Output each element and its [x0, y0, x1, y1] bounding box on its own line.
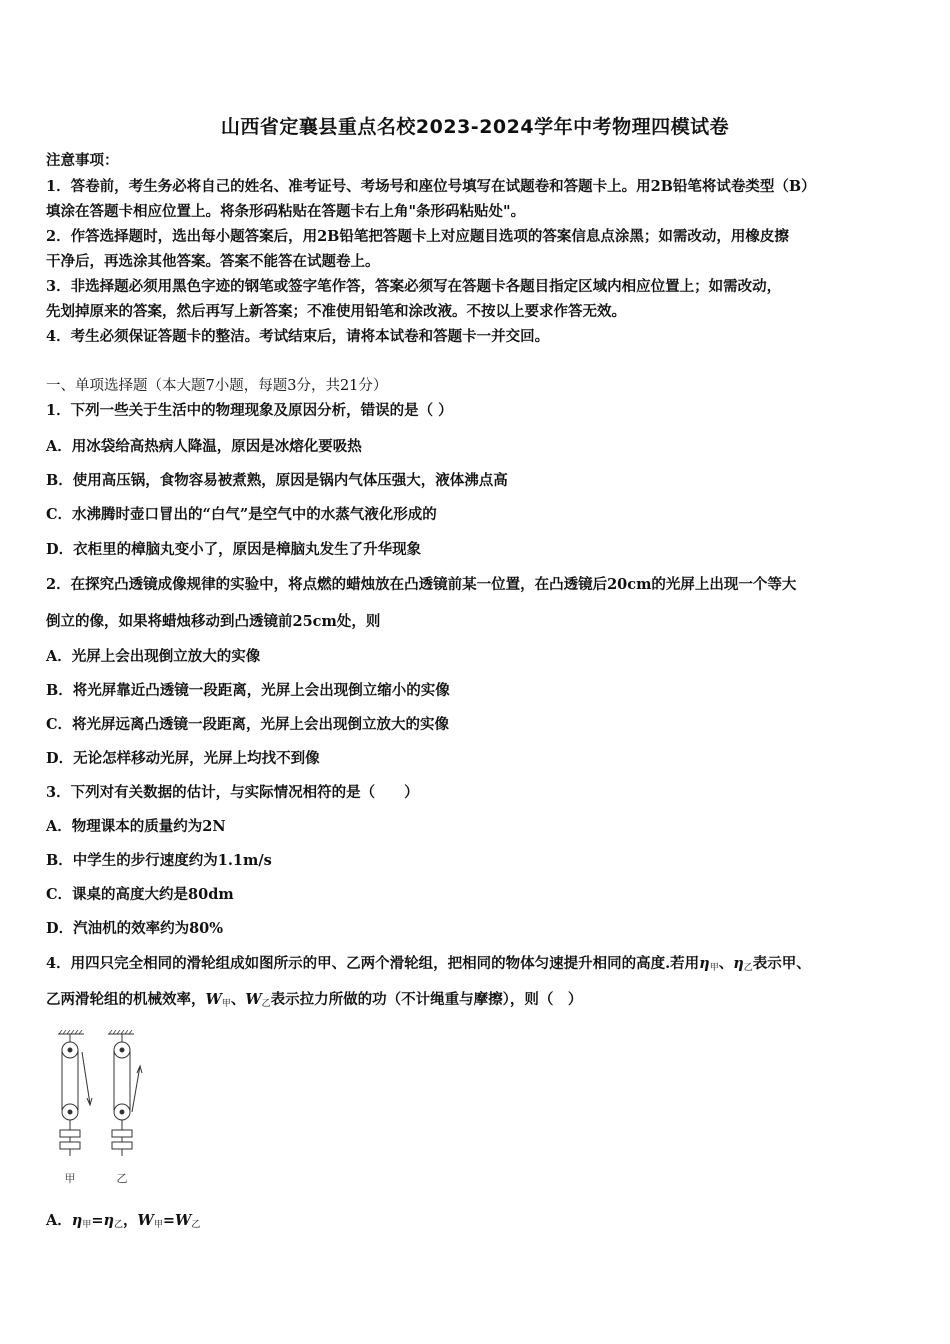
- w-symbol: W: [175, 1212, 192, 1229]
- weight-block: [60, 1130, 80, 1137]
- subscript-yi: 乙: [114, 1220, 124, 1230]
- question-4-stem: [46, 954, 811, 978]
- question-1-option-c: C．水沸腾时壶口冒出的“白气”是空气中的水蒸气液化形成的: [46, 506, 437, 523]
- notice-line: 3．非选择题必须用黑色字迹的钢笔或签字笔作答，答案必须写在答题卡各题目指定区域内相应位置上；如需改动，: [46, 278, 782, 295]
- question-2-option-d: D．无论怎样移动光屏，光屏上均找不到像: [46, 750, 320, 767]
- ceiling-hatch: [59, 1030, 82, 1034]
- subscript-yi: 乙: [743, 963, 753, 973]
- section-heading: 一、单项选择题（本大题7小题，每题3分，共21分）: [46, 378, 388, 394]
- stem-text: 4．用四只完全相同的滑轮组成如图所示的甲、乙两个滑轮组，把相同的物体匀速提升相同的高度.若用: [46, 955, 700, 972]
- comma: ，: [123, 1212, 138, 1229]
- eta-symbol: η: [103, 1212, 115, 1229]
- question-2-option-b: B．将光屏靠近凸透镜一段距离，光屏上会出现倒立缩小的实像: [46, 682, 450, 699]
- weight-block: [60, 1142, 80, 1149]
- equals: =: [162, 1212, 176, 1229]
- ceiling-hatch: [109, 1030, 132, 1034]
- notice-line: 干净后，再选涂其他答案。答案不能答在试题卷上。: [46, 253, 380, 270]
- separator: 、: [718, 955, 734, 972]
- question-2-stem: 2．在探究凸透镜成像规律的实验中，将点燃的蜡烛放在凸透镜前某一位置，在凸透镜后20cm的光屏上出现一个等大: [46, 576, 797, 593]
- question-1-option-b: B．使用高压锅，食物容易被煮熟，原因是锅内气体压强大，液体沸点高: [46, 472, 508, 489]
- question-3-option-d: D．汽油机的效率约为80%: [46, 920, 224, 937]
- notice-line: 填涂在答题卡相应位置上。将条形码粘贴在答题卡右上角"条形码粘贴处"。: [46, 203, 526, 220]
- question-3-option-b: B．中学生的步行速度约为1.1m/s: [46, 852, 272, 869]
- eta-symbol: η: [699, 955, 710, 972]
- question-1-option-d: D．衣柜里的樟脑丸变小了，原因是樟脑丸发生了升华现象: [46, 541, 422, 558]
- weight-block: [112, 1130, 132, 1137]
- stem-text: 乙两滑轮组的机械效率，: [46, 991, 206, 1008]
- stem-text: 表示甲、: [752, 955, 811, 972]
- notice-line: 1．答卷前，考生务必将自己的姓名、准考证号、考场号和座位号填写在试题卷和答题卡上。用2B铅笔将试卷类型（B）: [46, 178, 816, 195]
- figure-label-yi: 乙: [116, 1172, 128, 1185]
- subscript-jia: 甲: [221, 999, 231, 1009]
- option-label: A．: [46, 1212, 72, 1229]
- question-1-option-a: A．用冰袋给高热病人降温，原因是冰熔化要吸热: [46, 438, 362, 455]
- question-2-option-a: A．光屏上会出现倒立放大的实像: [46, 648, 261, 665]
- question-3-option-c: C．课桌的高度大约是80dm: [46, 886, 234, 903]
- notice-line: 2．作答选择题时，选出每小题答案后，用2B铅笔把答题卡上对应题目选项的答案信息点涂黑；如需改动，用橡皮擦: [46, 228, 789, 245]
- subscript-yi: 乙: [261, 999, 271, 1009]
- w-symbol: W: [205, 991, 222, 1008]
- notice-line: 先划掉原来的答案，然后再写上新答案；不准使用铅笔和涂改液。不按以上要求作答无效。: [46, 303, 626, 320]
- notice-line: 4．考生必须保证答题卡的整洁。考试结束后，请将本试卷和答题卡一并交回。: [46, 328, 550, 345]
- question-3-option-a: A．物理课本的质量约为2N: [46, 818, 226, 835]
- eta-symbol: η: [733, 955, 744, 972]
- weight-block: [112, 1142, 132, 1149]
- question-4-stem-cont: [46, 990, 582, 1014]
- w-symbol: W: [137, 1212, 154, 1229]
- subscript-jia: 甲: [153, 1220, 163, 1230]
- separator: 、: [230, 991, 246, 1008]
- stem-text: 表示拉力所做的功（不计绳重与摩擦），则（ ）: [270, 991, 583, 1008]
- question-2-option-c: C．将光屏远离凸透镜一段距离，光屏上会出现倒立放大的实像: [46, 716, 450, 733]
- pulley-diagram: [44, 1030, 164, 1192]
- page-title: 山西省定襄县重点名校2023-2024学年中考物理四模试卷: [220, 116, 730, 138]
- notice-heading: 注意事项：: [46, 152, 119, 169]
- subscript-yi: 乙: [191, 1220, 201, 1230]
- equals: =: [91, 1212, 104, 1229]
- question-3-stem: 3．下列对有关数据的估计，与实际情况相符的是（ ）: [46, 784, 419, 801]
- w-symbol: W: [245, 991, 262, 1008]
- question-2-stem-cont: 倒立的像，如果将蜡烛移动到凸透镜前25cm处，则: [46, 613, 381, 630]
- eta-symbol: η: [71, 1212, 83, 1229]
- question-4-option-a: [46, 1211, 200, 1235]
- subscript-jia: 甲: [709, 963, 719, 973]
- question-1-stem: 1．下列一些关于生活中的物理现象及原因分析，错误的是（ ）: [46, 402, 453, 419]
- subscript-jia: 甲: [82, 1220, 92, 1230]
- figure-label-jia: 甲: [64, 1172, 76, 1185]
